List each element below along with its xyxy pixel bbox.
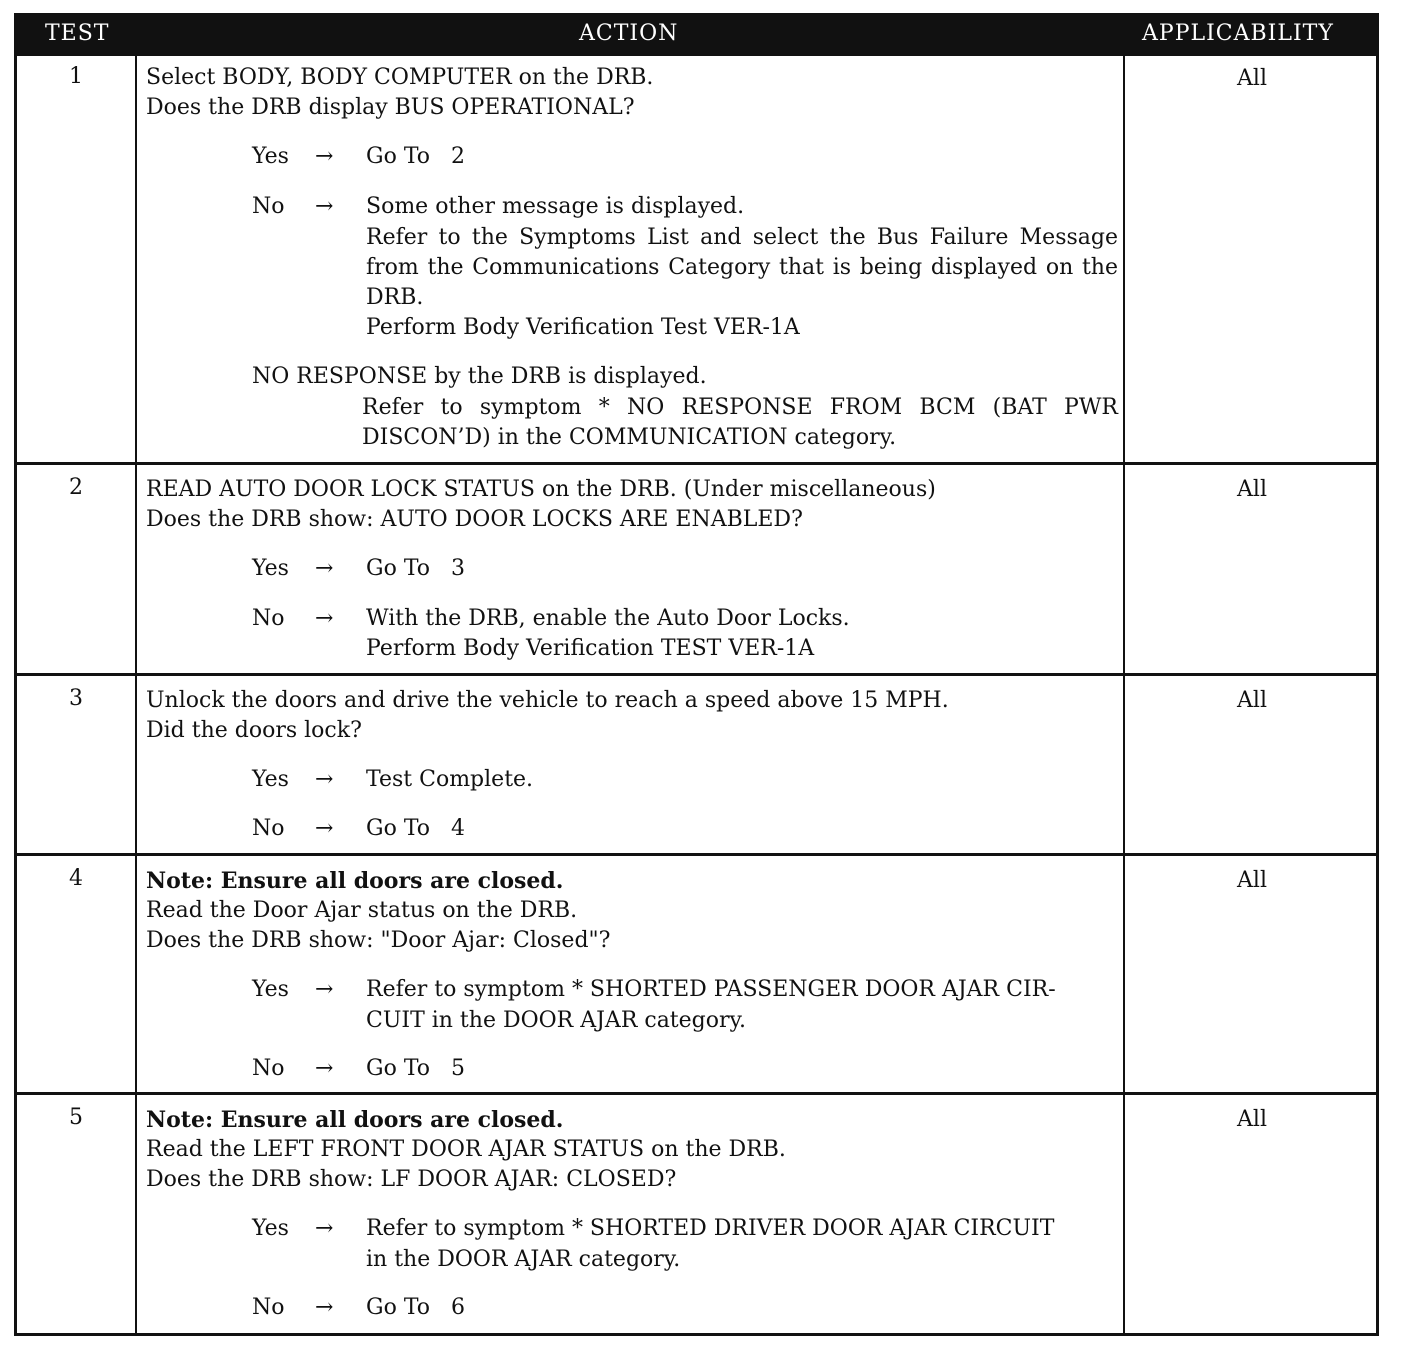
applicability-value: All [1237, 868, 1267, 893]
header-applicability: APPLICABILITY [1142, 21, 1334, 46]
no-result-line: With the DRB, enable the Auto Door Locks. [366, 606, 850, 631]
question-line: Did the doors lock? [146, 718, 362, 743]
question-line: Does the DRB show: "Door Ajar: Closed"? [146, 928, 611, 953]
arrow-icon: → [315, 144, 334, 169]
arrow-icon: → [315, 767, 334, 792]
question-line: Does the DRB show: LF DOOR AJAR: CLOSED? [146, 1167, 677, 1192]
diagnostic-test-table [14, 13, 1379, 1336]
question-line: Read the LEFT FRONT DOOR AJAR STATUS on the DRB. [146, 1137, 786, 1162]
no-label: No [252, 606, 285, 631]
applicability-value: All [1237, 688, 1267, 713]
no-result-paragraph: Refer to the Symptoms List and select the Bus Failure Message from the Communications Category that is being displayed on the DRB. [366, 225, 1118, 310]
no-result-line: Some other message is displayed. [366, 194, 745, 219]
yes-result: Test Complete. [366, 767, 534, 792]
yes-result-line: Refer to symptom * SHORTED DRIVER DOOR AJAR CIRCUIT [366, 1216, 1055, 1241]
no-response-label: NO RESPONSE by the DRB is displayed. [252, 364, 707, 389]
yes-result: Go To 2 [366, 144, 465, 169]
header-test: TEST [45, 21, 110, 46]
test-number: 4 [69, 866, 83, 891]
arrow-icon: → [315, 606, 334, 631]
question-line: Does the DRB display BUS OPERATIONAL? [146, 95, 635, 120]
arrow-icon: → [315, 556, 334, 581]
question-line: Unlock the doors and drive the vehicle to reach a speed above 15 MPH. [146, 688, 949, 713]
arrow-icon: → [315, 1295, 334, 1320]
question-line: Read the Door Ajar status on the DRB. [146, 898, 578, 923]
applicability-value: All [1237, 1107, 1267, 1132]
header-action: ACTION [579, 21, 679, 46]
test-number: 5 [69, 1105, 83, 1130]
no-result-line: Perform Body Verification TEST VER-1A [366, 636, 815, 661]
row-divider [17, 853, 1376, 856]
applicability-value: All [1237, 477, 1267, 502]
arrow-icon: → [315, 977, 334, 1002]
test-number: 1 [69, 64, 83, 89]
note-line: Note: Ensure all doors are closed. [146, 1107, 564, 1133]
yes-label: Yes [252, 1216, 289, 1241]
no-result-line: Perform Body Verification Test VER-1A [366, 315, 800, 340]
yes-label: Yes [252, 556, 289, 581]
note-line: Note: Ensure all doors are closed. [146, 868, 564, 894]
question-line: READ AUTO DOOR LOCK STATUS on the DRB. (Under miscellaneous) [146, 477, 936, 502]
yes-result-line: in the DOOR AJAR category. [366, 1247, 681, 1272]
no-label: No [252, 194, 285, 219]
yes-label: Yes [252, 144, 289, 169]
yes-label: Yes [252, 977, 289, 1002]
no-response-paragraph: Refer to symptom * NO RESPONSE FROM BCM (BAT PWR DISCON’D) in the COMMUNICATION category. [362, 395, 1118, 450]
row-divider [17, 462, 1376, 465]
test-number: 3 [69, 686, 83, 711]
arrow-icon: → [315, 816, 334, 841]
no-result: Go To 4 [366, 816, 465, 841]
table-header [17, 16, 1376, 56]
yes-result-line: Refer to symptom * SHORTED PASSENGER DOOR AJAR CIR- [366, 977, 1056, 1002]
arrow-icon: → [315, 1216, 334, 1241]
question-line: Select BODY, BODY COMPUTER on the DRB. [146, 65, 654, 90]
no-label: No [252, 1295, 285, 1320]
question-line: Does the DRB show: AUTO DOOR LOCKS ARE ENABLED? [146, 507, 803, 532]
no-label: No [252, 816, 285, 841]
yes-result-line: CUIT in the DOOR AJAR category. [366, 1008, 747, 1033]
row-divider [17, 673, 1376, 676]
row-divider [17, 1092, 1376, 1095]
applicability-value: All [1237, 66, 1267, 91]
test-number: 2 [69, 475, 83, 500]
no-label: No [252, 1056, 285, 1081]
yes-label: Yes [252, 767, 289, 792]
yes-result: Go To 3 [366, 556, 465, 581]
arrow-icon: → [315, 194, 334, 219]
no-result: Go To 6 [366, 1295, 465, 1320]
no-result: Go To 5 [366, 1056, 465, 1081]
arrow-icon: → [315, 1056, 334, 1081]
